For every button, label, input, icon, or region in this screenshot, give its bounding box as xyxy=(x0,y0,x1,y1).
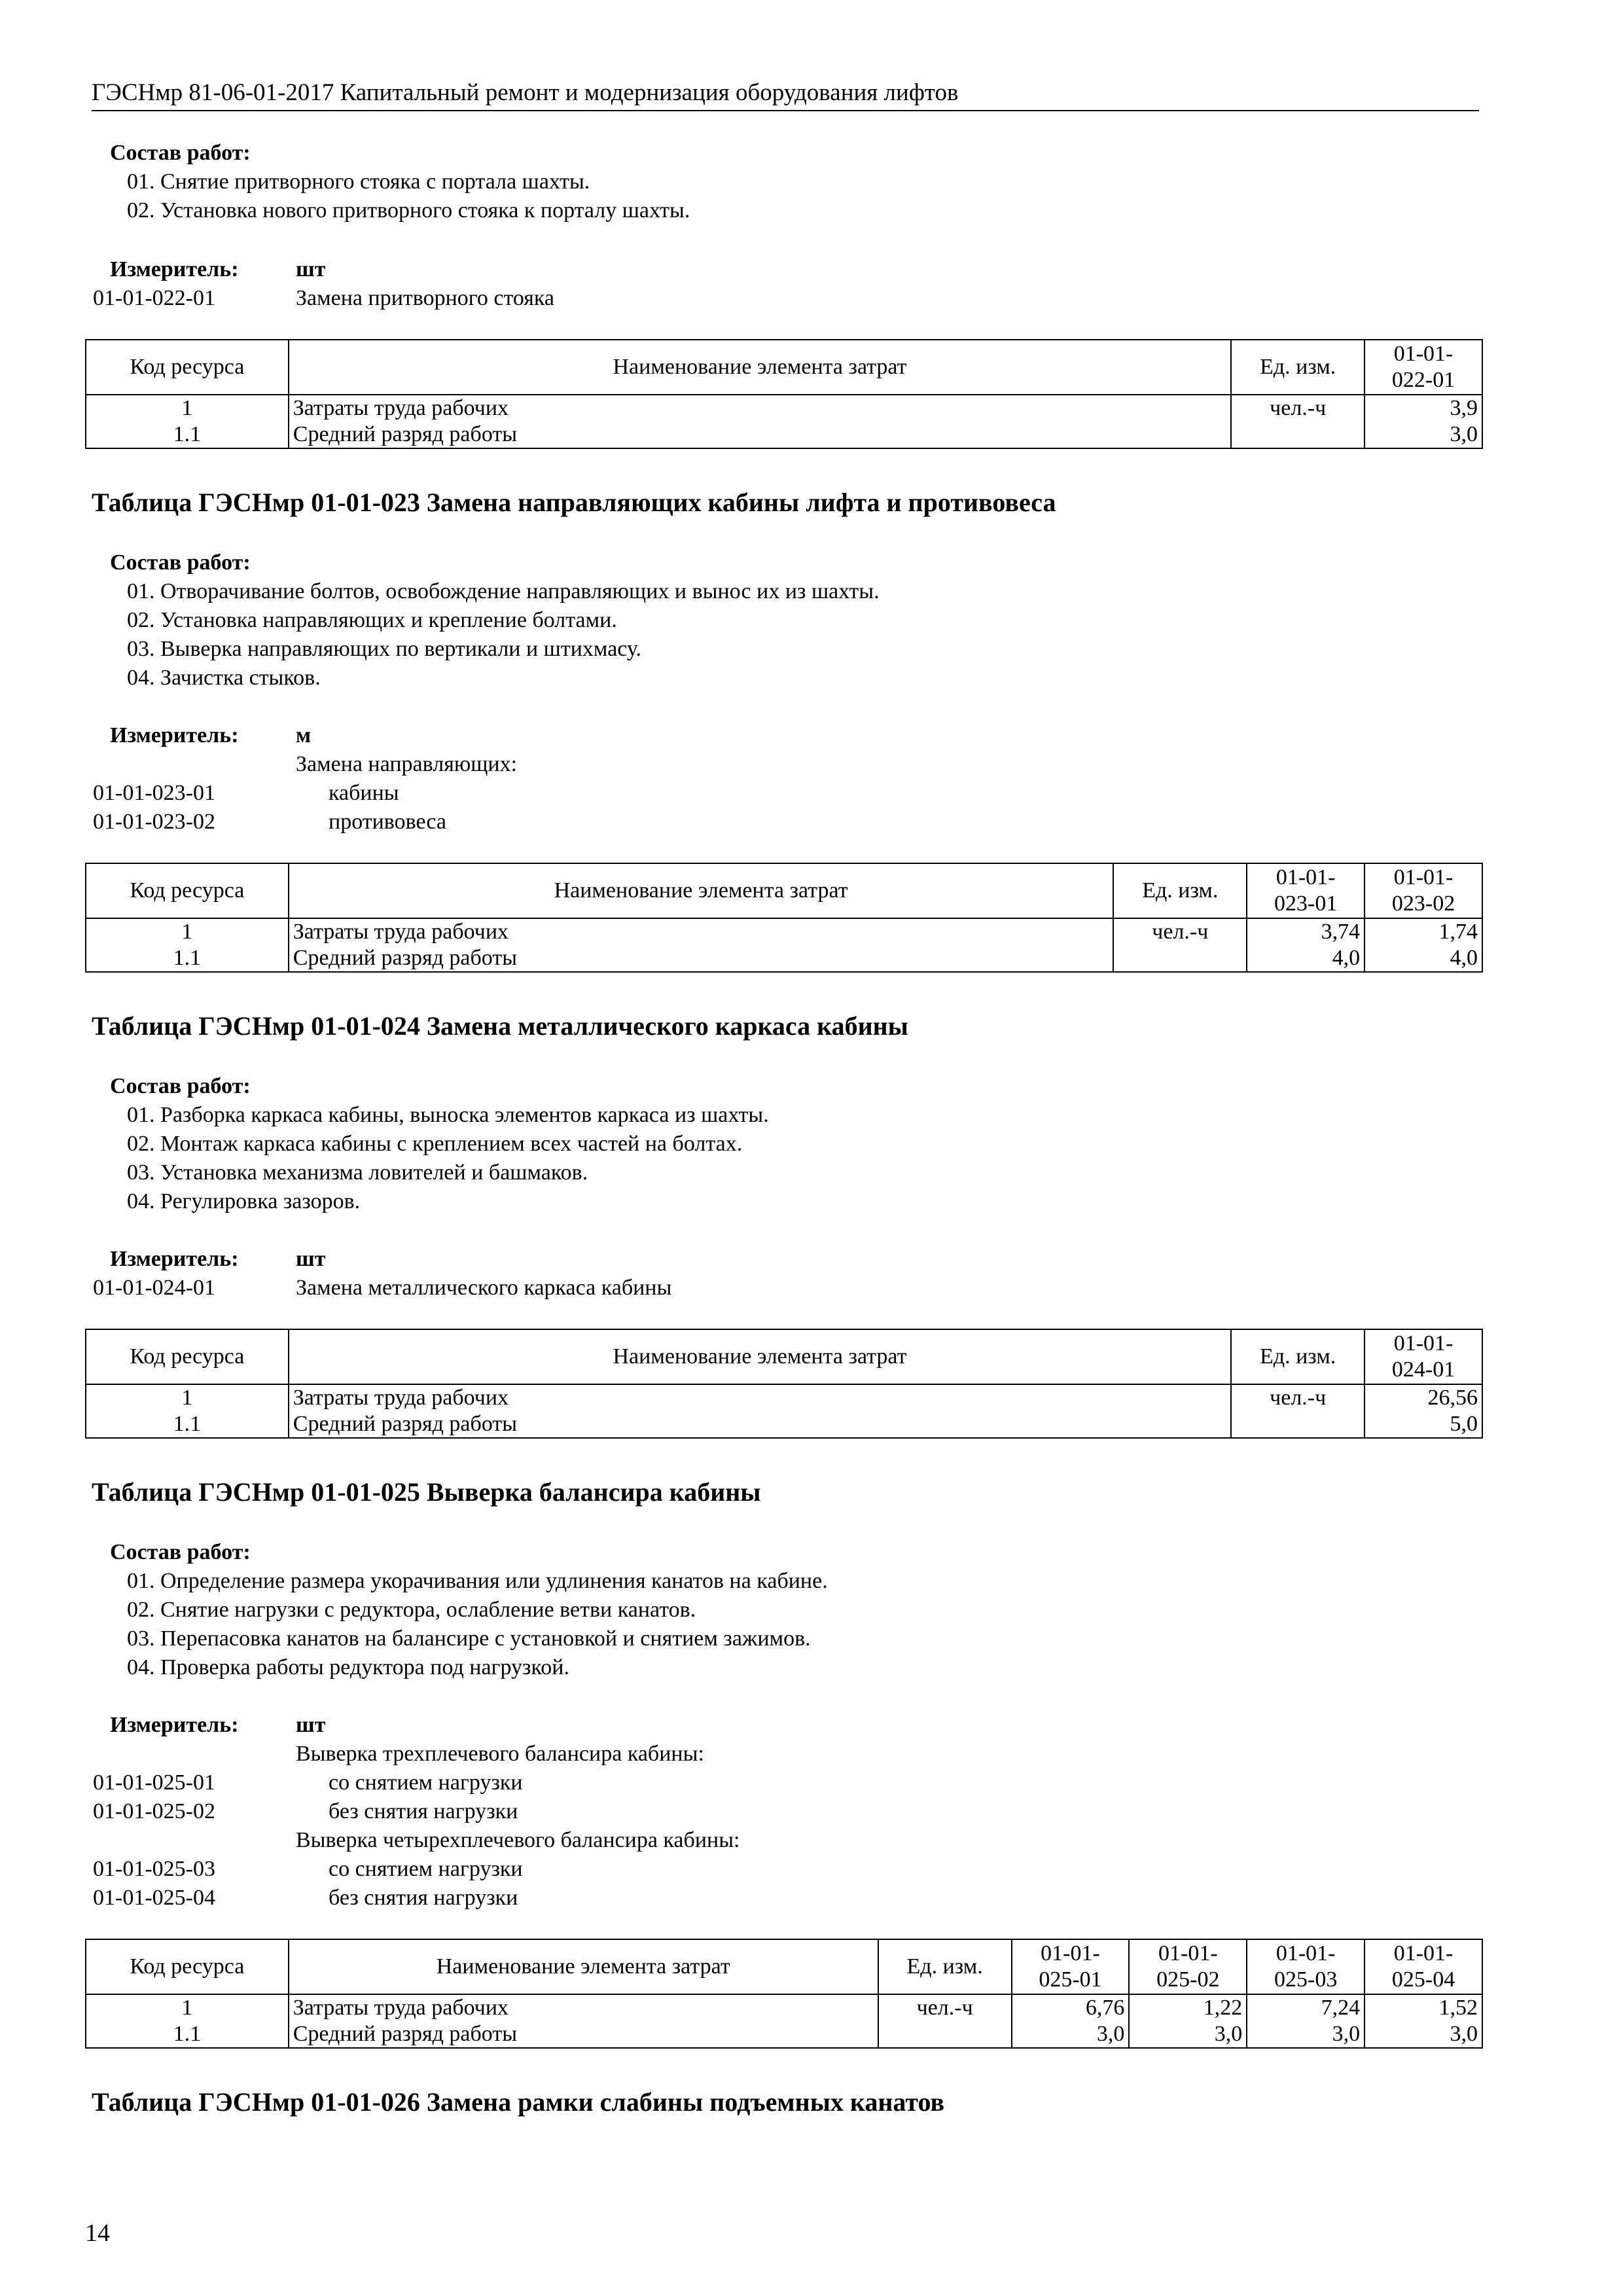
norm-code: 01-01-023-02 xyxy=(93,810,215,834)
header-unit: Ед. изм. xyxy=(1231,340,1364,395)
table-title: Таблица ГЭСНмр 01-01-025 Выверка балансира кабины xyxy=(92,1477,761,1507)
table-row xyxy=(86,945,1482,972)
measure-label: Измеритель: xyxy=(110,1713,239,1737)
norm-code: 01-01-025-01 xyxy=(93,1770,215,1795)
row-name: Затраты труда рабочих xyxy=(289,1994,878,2021)
row-name: Затраты труда рабочих xyxy=(289,395,1232,422)
operation-item: 03. Выверка направляющих по вертикали и штихмасу. xyxy=(127,637,642,661)
row-value: 26,56 xyxy=(1364,1384,1482,1411)
norm-group-label: Замена направляющих: xyxy=(296,752,518,776)
header-unit: Ед. изм. xyxy=(1231,1329,1364,1384)
header-unit: Ед. изм. xyxy=(878,1939,1012,1994)
page-number: 14 xyxy=(85,2219,110,2247)
header-norm-col: 01-01- 025-02 xyxy=(1129,1939,1247,1994)
operation-item: 02. Установка нового притворного стояка к порталу шахты. xyxy=(127,198,690,223)
row-value: 4,0 xyxy=(1247,945,1364,972)
header-norm-col: 01-01- 025-03 xyxy=(1247,1939,1364,1994)
table-row xyxy=(86,1411,1482,1438)
cost-table-023 xyxy=(85,863,1483,973)
page-header: ГЭСНмр 81-06-01-2017 Капитальный ремонт и модернизация оборудования лифтов xyxy=(92,79,1479,111)
norm-code: 01-01-025-03 xyxy=(93,1857,215,1881)
table-row xyxy=(86,422,1482,448)
row-value: 3,0 xyxy=(1012,2021,1130,2048)
header-code: Код ресурса xyxy=(86,1939,289,1994)
operation-item: 03. Перепасовка канатов на балансире с установкой и снятием зажимов. xyxy=(127,1626,811,1651)
header-norm-col: 01-01- 023-02 xyxy=(1364,863,1482,918)
header-norm-col: 01-01- 025-04 xyxy=(1364,1939,1482,1994)
row-name: Средний разряд работы xyxy=(289,1411,1231,1438)
norm-group-label: Выверка трехплечевого балансира кабины: xyxy=(296,1742,704,1766)
row-code: 1.1 xyxy=(86,2021,289,2048)
operation-item: 01. Отворачивание болтов, освобождение направляющих и вынос их из шахты. xyxy=(127,579,880,603)
header-name: Наименование элемента затрат xyxy=(289,340,1232,395)
measure-unit: шт xyxy=(296,1713,326,1737)
table-row xyxy=(86,918,1482,945)
table-row xyxy=(86,2021,1482,2048)
row-value: 1,22 xyxy=(1129,1994,1247,2021)
table-title: Таблица ГЭСНмр 01-01-023 Замена направляющих кабины лифта и противовеса xyxy=(92,488,1056,517)
operation-item: 04. Регулировка зазоров. xyxy=(127,1189,361,1213)
operation-item: 02. Установка направляющих и крепление болтами. xyxy=(127,608,617,632)
header-code: Код ресурса xyxy=(86,863,289,918)
operation-item: 03. Установка механизма ловителей и башмаков. xyxy=(127,1160,588,1185)
norm-code: 01-01-024-01 xyxy=(93,1276,215,1300)
cost-table-025 xyxy=(85,1939,1483,2049)
row-name: Средний разряд работы xyxy=(289,945,1114,972)
row-unit xyxy=(1231,422,1364,448)
cost-table-024 xyxy=(85,1329,1483,1439)
row-value: 3,9 xyxy=(1364,395,1482,422)
work-composition-label: Состав работ: xyxy=(110,141,251,165)
norm-code: 01-01-025-04 xyxy=(93,1886,215,1910)
row-unit xyxy=(878,2021,1012,2048)
row-code: 1 xyxy=(86,1994,289,2021)
row-name: Средний разряд работы xyxy=(289,2021,878,2048)
row-value: 3,0 xyxy=(1247,2021,1364,2048)
header-norm-col: 01-01- 025-01 xyxy=(1012,1939,1130,1994)
header-code: Код ресурса xyxy=(86,340,289,395)
work-composition-label: Состав работ: xyxy=(110,1074,251,1098)
header-name: Наименование элемента затрат xyxy=(289,1329,1231,1384)
row-code: 1 xyxy=(86,918,289,945)
norm-description: без снятия нагрузки xyxy=(329,1799,518,1823)
row-value: 3,74 xyxy=(1247,918,1364,945)
norm-description: противовеса xyxy=(329,810,447,834)
row-code: 1 xyxy=(86,1384,289,1411)
header-unit: Ед. изм. xyxy=(1113,863,1247,918)
norm-description: со снятием нагрузки xyxy=(329,1857,523,1881)
operation-item: 01. Снятие притворного стояка с портала шахты. xyxy=(127,170,590,194)
header-norm-col: 01-01- 022-01 xyxy=(1364,340,1482,395)
row-value: 4,0 xyxy=(1364,945,1482,972)
header-norm-col: 01-01- 024-01 xyxy=(1364,1329,1482,1384)
measure-unit: шт xyxy=(296,1247,326,1271)
operation-item: 04. Зачистка стыков. xyxy=(127,666,321,690)
row-unit: чел.-ч xyxy=(878,1994,1012,2021)
norm-description: без снятия нагрузки xyxy=(329,1886,518,1910)
measure-label: Измеритель: xyxy=(110,723,239,747)
row-value: 6,76 xyxy=(1012,1994,1130,2021)
table-title: Таблица ГЭСНмр 01-01-026 Замена рамки слабины подъемных канатов xyxy=(92,2087,945,2117)
operation-item: 04. Проверка работы редуктора под нагрузкой. xyxy=(127,1655,569,1679)
row-unit: чел.-ч xyxy=(1231,1384,1364,1411)
row-value: 3,0 xyxy=(1364,422,1482,448)
header-name: Наименование элемента затрат xyxy=(289,863,1114,918)
norm-description: кабины xyxy=(329,781,399,805)
table-row xyxy=(86,1384,1482,1411)
row-unit xyxy=(1113,945,1247,972)
row-value: 1,52 xyxy=(1364,1994,1482,2021)
row-value: 5,0 xyxy=(1364,1411,1482,1438)
operation-item: 01. Разборка каркаса кабины, выноска элементов каркаса из шахты. xyxy=(127,1103,769,1127)
table-row xyxy=(86,395,1482,422)
row-value: 3,0 xyxy=(1129,2021,1247,2048)
table-title: Таблица ГЭСНмр 01-01-024 Замена металлического каркаса кабины xyxy=(92,1011,908,1041)
row-value: 7,24 xyxy=(1247,1994,1364,2021)
operation-item: 02. Снятие нагрузки с редуктора, ослабление ветви канатов. xyxy=(127,1598,696,1622)
measure-unit: м xyxy=(296,723,312,747)
measure-label: Измеритель: xyxy=(110,257,239,281)
norm-group-label: Выверка четырехплечевого балансира кабины: xyxy=(296,1828,740,1852)
table-row xyxy=(86,1994,1482,2021)
row-code: 1.1 xyxy=(86,422,289,448)
measure-unit: шт xyxy=(296,257,326,281)
norm-description: Замена металлического каркаса кабины xyxy=(296,1276,672,1300)
norm-description: Замена притворного стояка xyxy=(296,286,554,310)
header-norm-col: 01-01- 023-01 xyxy=(1247,863,1364,918)
norm-description: со снятием нагрузки xyxy=(329,1770,523,1795)
norm-code: 01-01-023-01 xyxy=(93,781,215,805)
work-composition-label: Состав работ: xyxy=(110,550,251,575)
row-code: 1.1 xyxy=(86,1411,289,1438)
norm-code: 01-01-022-01 xyxy=(93,286,215,310)
row-name: Затраты труда рабочих xyxy=(289,918,1114,945)
work-composition-label: Состав работ: xyxy=(110,1540,251,1564)
row-unit: чел.-ч xyxy=(1113,918,1247,945)
header-code: Код ресурса xyxy=(86,1329,289,1384)
header-name: Наименование элемента затрат xyxy=(289,1939,878,1994)
cost-table-022 xyxy=(85,339,1483,449)
row-code: 1 xyxy=(86,395,289,422)
measure-label: Измеритель: xyxy=(110,1247,239,1271)
row-name: Средний разряд работы xyxy=(289,422,1232,448)
operation-item: 02. Монтаж каркаса кабины с креплением всех частей на болтах. xyxy=(127,1132,743,1156)
row-unit xyxy=(1231,1411,1364,1438)
row-code: 1.1 xyxy=(86,945,289,972)
row-value: 3,0 xyxy=(1364,2021,1482,2048)
operation-item: 01. Определение размера укорачивания или удлинения канатов на кабине. xyxy=(127,1569,828,1593)
norm-code: 01-01-025-02 xyxy=(93,1799,215,1823)
row-value: 1,74 xyxy=(1364,918,1482,945)
row-unit: чел.-ч xyxy=(1231,395,1364,422)
row-name: Затраты труда рабочих xyxy=(289,1384,1231,1411)
